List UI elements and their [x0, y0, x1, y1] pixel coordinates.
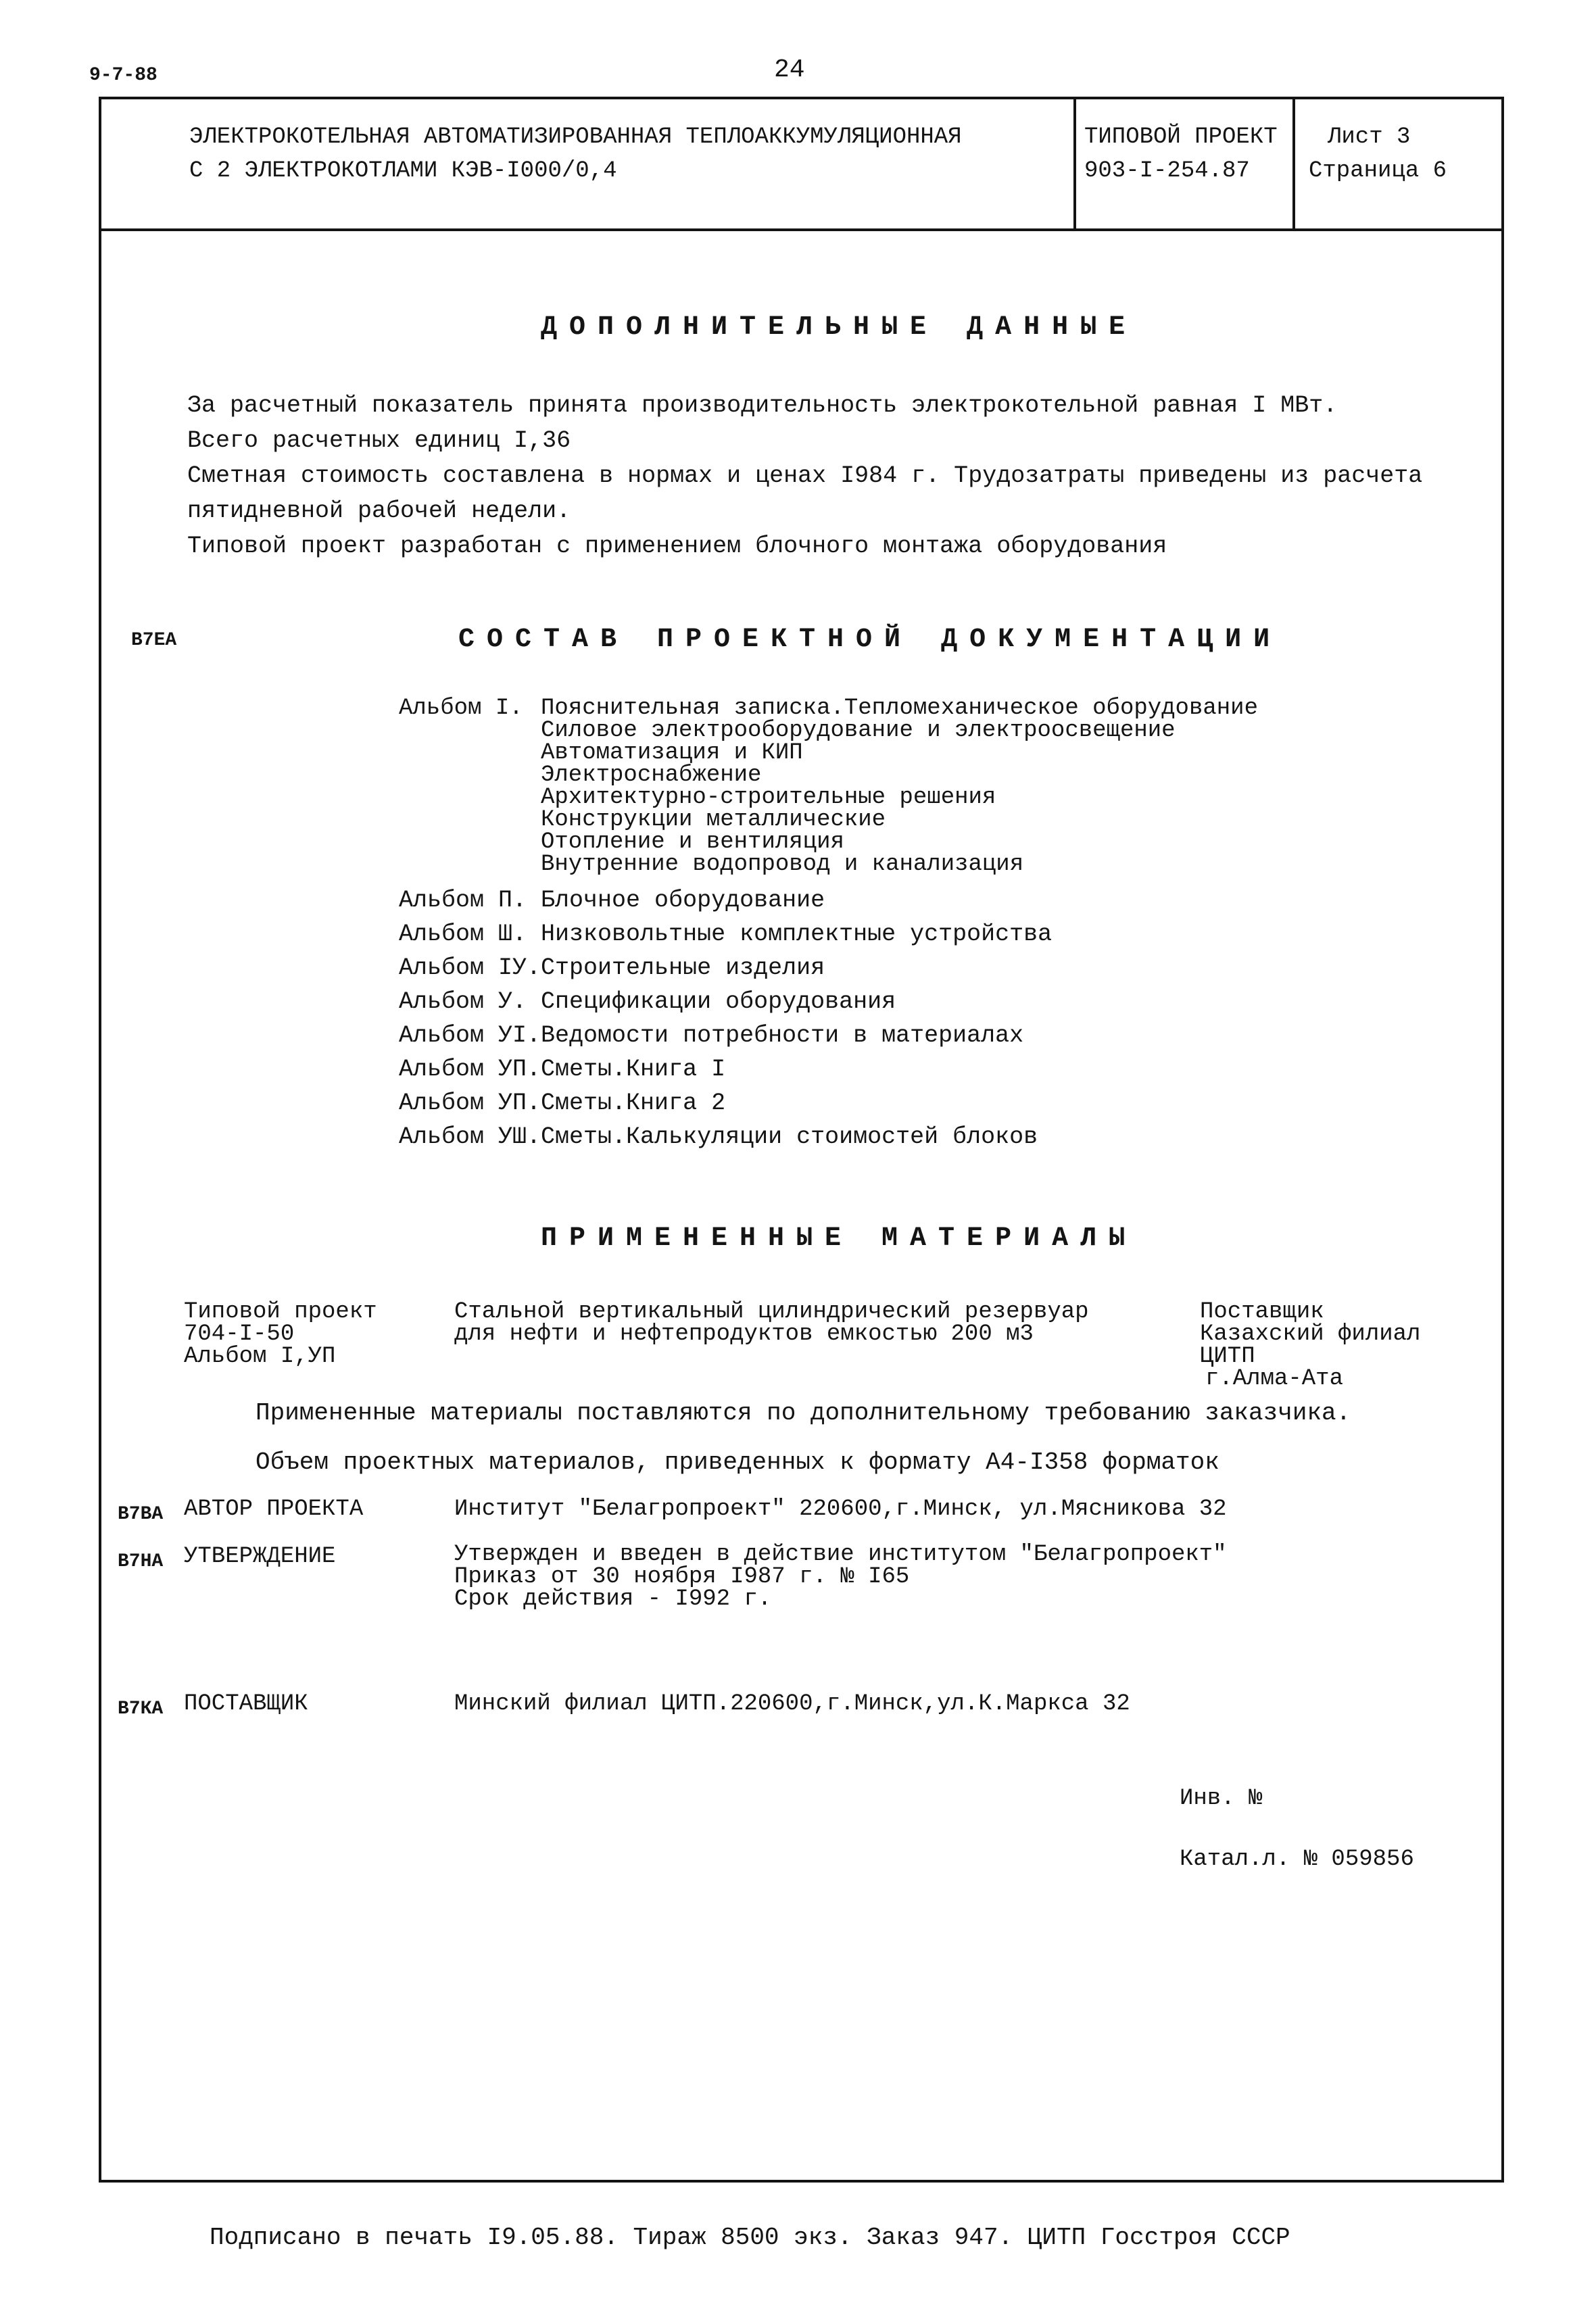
text-line: Всего расчетных единиц I,36	[187, 427, 571, 454]
list-item: Архитектурно-строительные решения	[541, 785, 996, 810]
text-line: Поставщик	[1200, 1299, 1324, 1325]
list-item: Внутренние водопровод и канализация	[541, 852, 1024, 877]
list-item: Силовое электрооборудование и электроосвещение	[541, 718, 1176, 744]
text-line: За расчетный показатель принята производительность электрокотельной равная I МВт.	[187, 392, 1338, 419]
approval-label: УТВЕРЖДЕНИЕ	[184, 1544, 336, 1569]
list-item: Пояснительная записка.Тепломеханическое оборудование	[541, 696, 1258, 721]
section-code: В7ВА	[118, 1504, 164, 1525]
title-block-project	[1084, 120, 1278, 188]
page-label: Страница 6	[1309, 158, 1447, 184]
materials-note: Примененные материалы поставляются по дополнительному требованию заказчика.	[256, 1399, 1351, 1427]
title-line: ЭЛЕКТРОКОТЕЛЬНАЯ АВТОМАТИЗИРОВАННАЯ ТЕПЛОАККУМУЛЯЦИОННАЯ	[189, 124, 962, 150]
list-item: Альбом IУ.Строительные изделия	[399, 954, 825, 981]
section-code: В7КА	[118, 1699, 164, 1720]
text-line: Стальной вертикальный цилиндрический резервуар	[454, 1299, 1089, 1325]
sheet-label: Лист 3	[1328, 124, 1411, 150]
document-code: 9-7-88	[89, 65, 158, 86]
list-item: Автоматизация и КИП	[541, 740, 803, 766]
print-imprint: Подписано в печать I9.05.88. Тираж 8500 экз. Заказ 947. ЦИТП Госстроя СССР	[210, 2224, 1290, 2251]
title-block-separator	[1292, 97, 1295, 231]
supplier-value: Минский филиал ЦИТП.220600,г.Минск,ул.К.Маркса 32	[454, 1691, 1130, 1717]
text-line: г.Алма-Ата	[1205, 1366, 1343, 1392]
album-1-label: Альбом I.	[399, 696, 523, 721]
page-number: 24	[774, 55, 805, 84]
materials-project-ref	[184, 1301, 377, 1368]
album-list	[399, 883, 1052, 1154]
list-item: Альбом УШ.Сметы.Калькуляции стоимостей блоков	[399, 1123, 1038, 1150]
supplier-label: ПОСТАВЩИК	[184, 1691, 308, 1717]
list-item: Альбом У. Спецификации оборудования	[399, 988, 896, 1015]
text-line: 704-I-50	[184, 1321, 295, 1347]
list-item: Электроснабжение	[541, 762, 762, 788]
approval-text	[454, 1544, 1227, 1611]
additional-data-text	[187, 388, 1422, 564]
text-line: для нефти и нефтепродуктов емкостью 200 м3	[454, 1321, 1034, 1347]
materials-description	[454, 1301, 1089, 1346]
catalog-number: Катал.л. № 059856	[1180, 1847, 1414, 1872]
project-number: 903-I-254.87	[1084, 158, 1250, 184]
text-line: пятидневной рабочей недели.	[187, 497, 571, 525]
title-block-title	[189, 120, 962, 188]
text-line: Типовой проект	[184, 1299, 377, 1325]
materials-volume: Объем проектных материалов, приведенных к формату А4-I358 форматок	[256, 1448, 1219, 1476]
album-1-contents	[541, 698, 1258, 876]
text-line: Типовой проект разработан с применением блочного монтажа оборудования	[187, 533, 1167, 560]
text-line: Утвержден и введен в действие институтом "Белагропроект"	[454, 1542, 1227, 1567]
text-line: Казахский филиал	[1200, 1321, 1421, 1347]
list-item: Конструкции металлические	[541, 807, 886, 833]
title-line: С 2 ЭЛЕКТРОКОТЛАМИ КЭВ-I000/0,4	[189, 158, 617, 184]
list-item: Альбом Ш. Низковольтные комплектные устройства	[399, 921, 1053, 948]
author-label: АВТОР ПРОЕКТА	[184, 1496, 364, 1522]
list-item: Отопление и вентиляция	[541, 829, 844, 855]
text-line: Альбом I,УП	[184, 1344, 336, 1369]
list-item: Альбом П. Блочное оборудование	[399, 887, 825, 914]
materials-heading: ПРИМЕНЕННЫЕ МАТЕРИАЛЫ	[541, 1223, 1138, 1254]
project-label: ТИПОВОЙ ПРОЕКТ	[1084, 124, 1278, 150]
section-code: В7НА	[118, 1551, 164, 1572]
section-code: В7ЕА	[131, 630, 177, 651]
composition-heading: СОСТАВ ПРОЕКТНОЙ ДОКУМЕНТАЦИИ	[458, 625, 1282, 655]
list-item: Альбом УП.Сметы.Книга I	[399, 1056, 726, 1083]
text-line: ЦИТП	[1200, 1344, 1255, 1369]
text-line: Приказ от 30 ноября I987 г. № I65	[454, 1564, 910, 1590]
title-block-separator	[1073, 97, 1076, 231]
title-block-sheet	[1309, 120, 1447, 188]
text-line: Сметная стоимость составлена в нормах и ценах I984 г. Трудозатраты приведены из расчета	[187, 462, 1423, 489]
text-line: Срок действия - I992 г.	[454, 1586, 772, 1612]
materials-supplier	[1200, 1301, 1420, 1390]
additional-data-heading: ДОПОЛНИТЕЛЬНЫЕ ДАННЫЕ	[541, 312, 1138, 343]
list-item: Альбом УП.Сметы.Книга 2	[399, 1090, 726, 1117]
list-item: Альбом УI.Ведомости потребности в материалах	[399, 1022, 1024, 1049]
inventory-number: Инв. №	[1180, 1786, 1263, 1811]
author-value: Институт "Белагропроект" 220600,г.Минск, ул.Мясникова 32	[454, 1496, 1227, 1522]
